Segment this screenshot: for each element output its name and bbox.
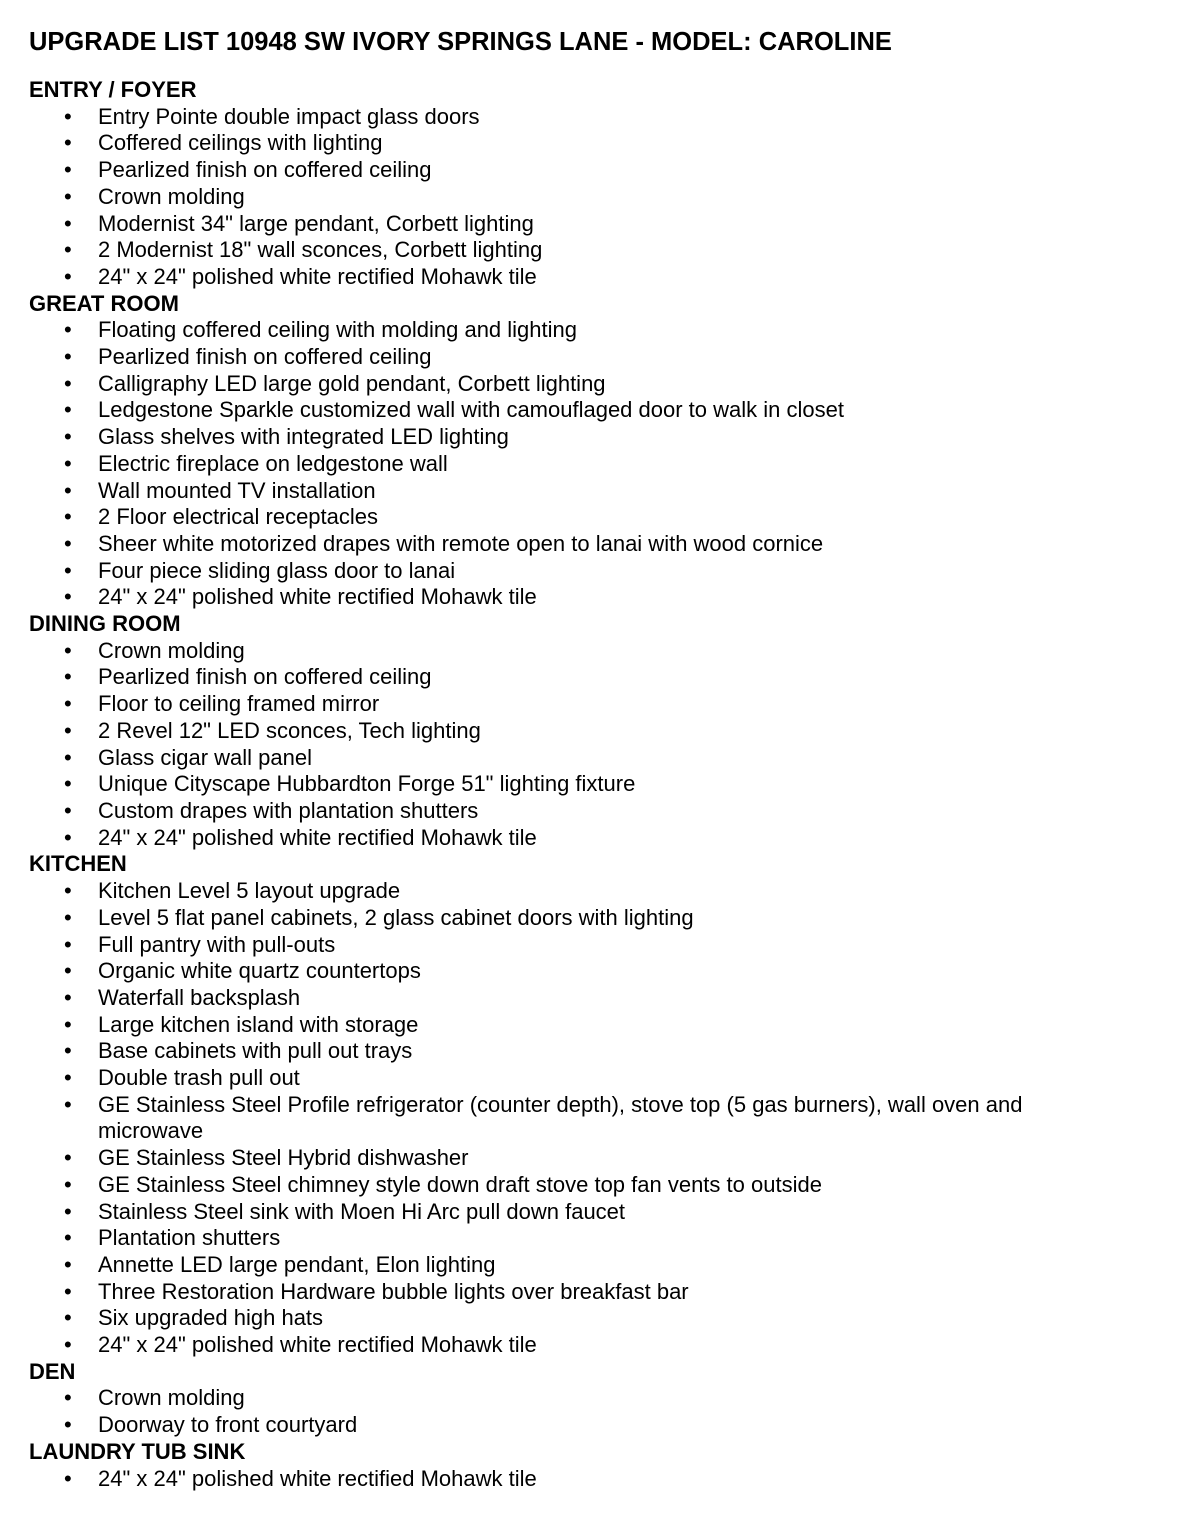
list-item — [29, 1466, 1098, 1493]
list-item-text: 24" x 24" polished white rectified Mohawk tile — [98, 1332, 537, 1358]
list-item-text: GE Stainless Steel Hybrid dishwasher — [98, 1145, 469, 1171]
bullet-icon: • — [64, 1038, 72, 1064]
bullet-icon: • — [64, 931, 72, 957]
bullet-icon: • — [64, 1332, 72, 1358]
list-item-text: 2 Revel 12" LED sconces, Tech lighting — [98, 717, 481, 743]
section-heading: GREAT ROOM — [29, 290, 179, 316]
document-title: UPGRADE LIST 10948 SW IVORY SPRINGS LANE - MODEL: CAROLINE — [29, 28, 892, 56]
list-item — [29, 504, 1098, 531]
bullet-icon: • — [64, 210, 72, 236]
bullet-icon: • — [64, 344, 72, 370]
list-item — [29, 958, 1098, 985]
item-list — [29, 1385, 1159, 1438]
list-item — [29, 1252, 1098, 1279]
bullet-icon: • — [64, 450, 72, 476]
list-item-text: Double trash pull out — [98, 1065, 300, 1091]
bullet-icon: • — [64, 530, 72, 556]
list-item-text: Pearlized finish on coffered ceiling — [98, 344, 432, 370]
list-item-text: Ledgestone Sparkle customized wall with camouflaged door to walk in closet — [98, 397, 844, 423]
bullet-icon: • — [64, 130, 72, 156]
list-item-text: Pearlized finish on coffered ceiling — [98, 664, 432, 690]
item-list — [29, 317, 1159, 611]
section-heading: LAUNDRY TUB SINK — [29, 1438, 246, 1464]
bullet-icon: • — [64, 263, 72, 289]
bullet-icon: • — [64, 183, 72, 209]
bullet-icon: • — [64, 584, 72, 610]
section — [29, 77, 1159, 291]
list-item-text: Kitchen Level 5 layout upgrade — [98, 878, 401, 904]
list-item — [29, 1038, 1098, 1065]
list-item-text: Glass cigar wall panel — [98, 744, 312, 770]
section — [29, 851, 1159, 1358]
list-item-text: Waterfall backsplash — [98, 984, 301, 1010]
list-item — [29, 798, 1098, 825]
section — [29, 1359, 1159, 1439]
bullet-icon: • — [64, 477, 72, 503]
bullet-icon: • — [64, 744, 72, 770]
item-list — [29, 1466, 1159, 1493]
list-item — [29, 558, 1098, 585]
list-item-text: Sheer white motorized drapes with remote open to lanai with wood cornice — [98, 530, 824, 556]
bullet-icon: • — [64, 557, 72, 583]
bullet-icon: • — [64, 1225, 72, 1251]
list-item — [29, 584, 1098, 611]
list-item-text: Floating coffered ceiling with molding and lighting — [98, 317, 577, 343]
list-item — [29, 1012, 1098, 1039]
list-item-text: Unique Cityscape Hubbardton Forge 51" lighting fixture — [98, 771, 636, 797]
list-item-text: 2 Floor electrical receptacles — [98, 504, 379, 530]
list-item-text: Plantation shutters — [98, 1225, 281, 1251]
bullet-icon: • — [64, 958, 72, 984]
list-item — [29, 1199, 1098, 1226]
list-item — [29, 130, 1098, 157]
bullet-icon: • — [64, 103, 72, 129]
list-item — [29, 531, 1098, 558]
list-item — [29, 104, 1098, 131]
list-item-text: Four piece sliding glass door to lanai — [98, 557, 456, 583]
section — [29, 291, 1159, 611]
bullet-icon: • — [64, 1278, 72, 1304]
list-item-text: Coffered ceilings with lighting — [98, 130, 383, 156]
bullet-icon: • — [64, 1251, 72, 1277]
list-item-text: Stainless Steel sink with Moen Hi Arc pull down faucet — [98, 1198, 626, 1224]
list-item-text: Three Restoration Hardware bubble lights over breakfast bar — [98, 1278, 689, 1304]
list-item-text: Full pantry with pull-outs — [98, 931, 336, 957]
list-item — [29, 317, 1098, 344]
list-item-text: Wall mounted TV installation — [98, 477, 376, 503]
bullet-icon: • — [64, 1065, 72, 1091]
list-item-text: Pearlized finish on coffered ceiling — [98, 157, 432, 183]
bullet-icon: • — [64, 637, 72, 663]
bullet-icon: • — [64, 1145, 72, 1171]
bullet-icon: • — [64, 904, 72, 930]
list-item — [29, 932, 1098, 959]
list-item-text: GE Stainless Steel chimney style down draft stove top fan vents to outside — [98, 1171, 822, 1197]
bullet-icon: • — [64, 771, 72, 797]
bullet-icon: • — [64, 1412, 72, 1438]
list-item-text: 2 Modernist 18" wall sconces, Corbett lighting — [98, 237, 543, 263]
list-item — [29, 211, 1098, 238]
list-item-text: Doorway to front courtyard — [98, 1412, 358, 1438]
bullet-icon: • — [64, 1198, 72, 1224]
list-item — [29, 397, 1098, 424]
bullet-icon: • — [64, 157, 72, 183]
list-item — [29, 691, 1098, 718]
item-list — [29, 638, 1159, 852]
list-item-text: Electric fireplace on ledgestone wall — [98, 450, 448, 476]
bullet-icon: • — [64, 317, 72, 343]
list-item — [29, 1092, 1098, 1145]
list-item-text: Crown molding — [98, 1385, 245, 1411]
list-item-text: Custom drapes with plantation shutters — [98, 797, 479, 823]
bullet-icon: • — [64, 370, 72, 396]
bullet-icon: • — [64, 1011, 72, 1037]
bullet-icon: • — [64, 1091, 72, 1117]
section-heading: ENTRY / FOYER — [29, 77, 197, 102]
list-item-text: Crown molding — [98, 637, 245, 663]
bullet-icon: • — [64, 984, 72, 1010]
list-item — [29, 424, 1098, 451]
list-item — [29, 985, 1098, 1012]
item-list — [29, 878, 1159, 1359]
list-item — [29, 371, 1098, 398]
list-item — [29, 638, 1098, 665]
bullet-icon: • — [64, 504, 72, 530]
list-item-text: 24" x 24" polished white rectified Mohawk tile — [98, 584, 537, 610]
list-item — [29, 1332, 1098, 1359]
section-heading: DINING ROOM — [29, 611, 181, 637]
list-item — [29, 237, 1098, 264]
section — [29, 1439, 1159, 1492]
list-item — [29, 451, 1098, 478]
list-item — [29, 1145, 1098, 1172]
list-item-text: Entry Pointe double impact glass doors — [98, 103, 480, 129]
list-item — [29, 718, 1098, 745]
list-item — [29, 1225, 1098, 1252]
list-item — [29, 1412, 1098, 1439]
list-item — [29, 264, 1098, 291]
list-item — [29, 344, 1098, 371]
list-item — [29, 478, 1098, 505]
bullet-icon: • — [64, 797, 72, 823]
list-item-text: 24" x 24" polished white rectified Mohawk tile — [98, 263, 537, 289]
list-item-text: Crown molding — [98, 183, 245, 209]
list-item-text: Six upgraded high hats — [98, 1305, 324, 1331]
list-item-text: Glass shelves with integrated LED lighting — [98, 424, 509, 450]
list-item-text: GE Stainless Steel Profile refrigerator (counter depth), stove top (5 gas burners), wall oven and microwave — [98, 1091, 1023, 1144]
bullet-icon: • — [64, 1465, 72, 1491]
list-item — [29, 664, 1098, 691]
list-item-text: Calligraphy LED large gold pendant, Corbett lighting — [98, 370, 606, 396]
list-item-text: Level 5 flat panel cabinets, 2 glass cabinet doors with lighting — [98, 904, 694, 930]
section-heading: DEN — [29, 1358, 76, 1384]
bullet-icon: • — [64, 824, 72, 850]
bullet-icon: • — [64, 397, 72, 423]
list-item — [29, 1385, 1098, 1412]
section — [29, 611, 1159, 851]
bullet-icon: • — [64, 691, 72, 717]
list-item-text: 24" x 24" polished white rectified Mohawk tile — [98, 1465, 537, 1491]
bullet-icon: • — [64, 664, 72, 690]
list-item — [29, 771, 1098, 798]
bullet-icon: • — [64, 424, 72, 450]
list-item — [29, 1172, 1098, 1199]
list-item-text: Base cabinets with pull out trays — [98, 1038, 413, 1064]
list-item — [29, 825, 1098, 852]
list-item — [29, 1279, 1098, 1306]
section-heading: KITCHEN — [29, 851, 127, 877]
bullet-icon: • — [64, 1171, 72, 1197]
list-item — [29, 745, 1098, 772]
document-page — [29, 24, 1159, 1492]
list-item — [29, 184, 1098, 211]
list-item-text: Large kitchen island with storage — [98, 1011, 419, 1037]
list-item — [29, 1305, 1098, 1332]
list-item-text: Annette LED large pendant, Elon lighting — [98, 1251, 496, 1277]
list-item — [29, 157, 1098, 184]
list-item — [29, 1065, 1098, 1092]
item-list — [29, 104, 1159, 291]
list-item — [29, 905, 1098, 932]
list-item-text: Modernist 34" large pendant, Corbett lighting — [98, 210, 534, 236]
list-item-text: Organic white quartz countertops — [98, 958, 421, 984]
bullet-icon: • — [64, 717, 72, 743]
sections-container — [29, 77, 1159, 1492]
list-item — [29, 878, 1098, 905]
bullet-icon: • — [64, 237, 72, 263]
bullet-icon: • — [64, 1305, 72, 1331]
bullet-icon: • — [64, 1385, 72, 1411]
list-item-text: 24" x 24" polished white rectified Mohawk tile — [98, 824, 537, 850]
bullet-icon: • — [64, 878, 72, 904]
list-item-text: Floor to ceiling framed mirror — [98, 691, 380, 717]
